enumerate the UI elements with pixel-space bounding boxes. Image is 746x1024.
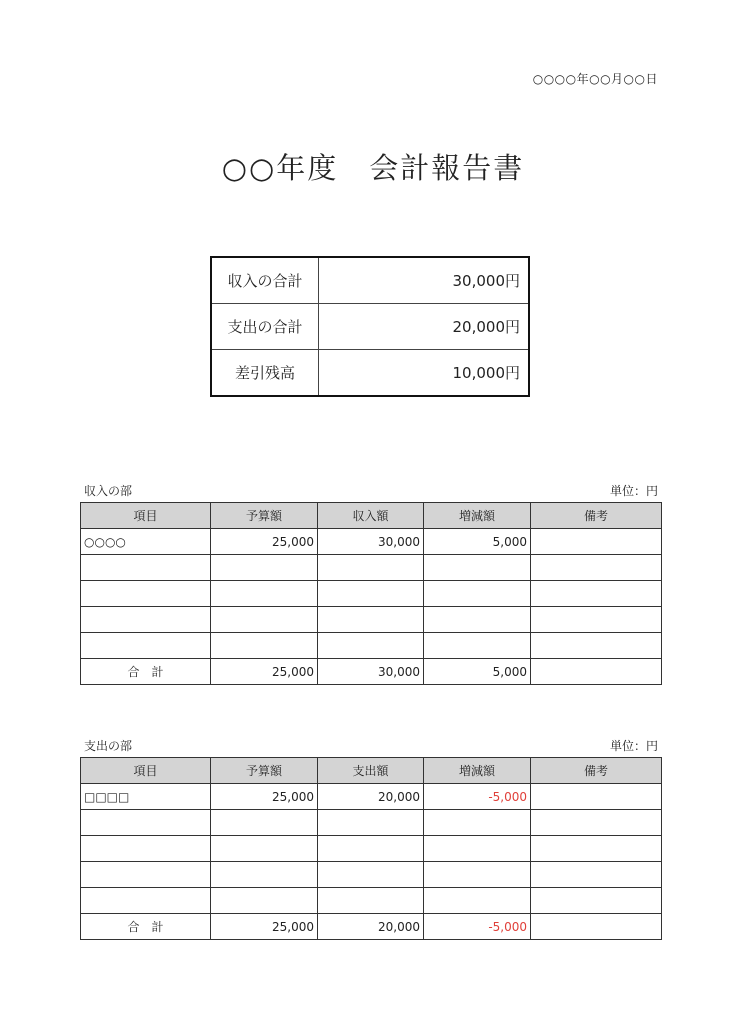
summary-table <box>210 256 530 397</box>
table-row <box>81 607 662 633</box>
table-row <box>81 529 662 555</box>
table-cell <box>318 888 424 914</box>
table-cell <box>424 607 531 633</box>
table-cell: 25,000 <box>211 529 318 555</box>
summary-row-income <box>211 257 529 304</box>
table-cell <box>318 581 424 607</box>
table-cell <box>211 581 318 607</box>
table-cell <box>424 836 531 862</box>
table-cell <box>318 633 424 659</box>
summary-value: 20,000円 <box>319 304 530 350</box>
column-header: 備考 <box>531 758 662 784</box>
table-cell: 30,000 <box>318 659 424 685</box>
table-row <box>81 784 662 810</box>
table-header-row <box>81 758 662 784</box>
report-date: ○○○○年○○月○○日 <box>532 72 658 86</box>
table-cell <box>531 784 662 810</box>
expense-unit-label: 単位：円 <box>609 739 658 753</box>
table-cell <box>531 581 662 607</box>
income-section-label: 収入の部 <box>84 484 133 498</box>
summary-value: 30,000円 <box>319 257 530 304</box>
table-row <box>81 862 662 888</box>
expense-table <box>80 757 662 940</box>
table-row <box>81 810 662 836</box>
table-cell <box>211 862 318 888</box>
column-header: 項目 <box>81 758 211 784</box>
table-cell: 合 計 <box>81 914 211 940</box>
column-header: 備考 <box>531 503 662 529</box>
summary-label: 差引残高 <box>211 350 319 397</box>
table-cell: 30,000 <box>318 529 424 555</box>
table-cell <box>81 555 211 581</box>
table-cell: 5,000 <box>424 529 531 555</box>
table-cell <box>424 581 531 607</box>
table-cell <box>531 836 662 862</box>
table-cell <box>211 888 318 914</box>
table-cell <box>81 633 211 659</box>
table-cell <box>81 810 211 836</box>
column-header: 予算額 <box>211 503 318 529</box>
table-row <box>81 836 662 862</box>
column-header: 収入額 <box>318 503 424 529</box>
table-cell: 25,000 <box>211 914 318 940</box>
table-cell <box>424 888 531 914</box>
total-row <box>81 659 662 685</box>
table-cell <box>318 555 424 581</box>
table-cell <box>424 555 531 581</box>
table-cell <box>81 862 211 888</box>
expense-section-label: 支出の部 <box>84 739 133 753</box>
table-cell <box>531 914 662 940</box>
table-cell <box>531 810 662 836</box>
table-cell <box>211 555 318 581</box>
table-header-row <box>81 503 662 529</box>
table-cell <box>211 810 318 836</box>
summary-row-balance <box>211 350 529 397</box>
table-cell <box>531 529 662 555</box>
table-cell <box>81 581 211 607</box>
summary-label: 支出の合計 <box>211 304 319 350</box>
table-cell <box>211 633 318 659</box>
table-cell <box>318 810 424 836</box>
table-cell <box>531 607 662 633</box>
table-cell <box>531 659 662 685</box>
column-header: 増減額 <box>424 758 531 784</box>
table-cell <box>531 888 662 914</box>
column-header: 予算額 <box>211 758 318 784</box>
summary-label: 収入の合計 <box>211 257 319 304</box>
table-cell <box>531 862 662 888</box>
table-row <box>81 633 662 659</box>
table-row <box>81 555 662 581</box>
table-cell: 25,000 <box>211 784 318 810</box>
column-header: 増減額 <box>424 503 531 529</box>
table-cell: -5,000 <box>424 914 531 940</box>
table-cell <box>424 810 531 836</box>
column-header: 支出額 <box>318 758 424 784</box>
table-cell <box>81 888 211 914</box>
table-cell: 20,000 <box>318 914 424 940</box>
table-cell: -5,000 <box>424 784 531 810</box>
table-row <box>81 888 662 914</box>
table-cell <box>531 555 662 581</box>
table-cell <box>81 607 211 633</box>
table-cell <box>424 633 531 659</box>
summary-value: 10,000円 <box>319 350 530 397</box>
table-cell <box>211 836 318 862</box>
column-header: 項目 <box>81 503 211 529</box>
table-cell <box>424 862 531 888</box>
page-title: ○○年度 会計報告書 <box>221 151 525 185</box>
table-cell: 5,000 <box>424 659 531 685</box>
table-cell <box>81 836 211 862</box>
table-cell <box>318 607 424 633</box>
table-cell: 20,000 <box>318 784 424 810</box>
income-unit-label: 単位：円 <box>609 484 658 498</box>
table-cell: ○○○○ <box>81 529 211 555</box>
income-table <box>80 502 662 685</box>
table-cell: □□□□ <box>81 784 211 810</box>
summary-row-expense <box>211 304 529 350</box>
table-row <box>81 581 662 607</box>
table-cell: 合 計 <box>81 659 211 685</box>
table-cell: 25,000 <box>211 659 318 685</box>
table-cell <box>318 862 424 888</box>
total-row <box>81 914 662 940</box>
table-cell <box>318 836 424 862</box>
table-cell <box>531 633 662 659</box>
table-cell <box>211 607 318 633</box>
